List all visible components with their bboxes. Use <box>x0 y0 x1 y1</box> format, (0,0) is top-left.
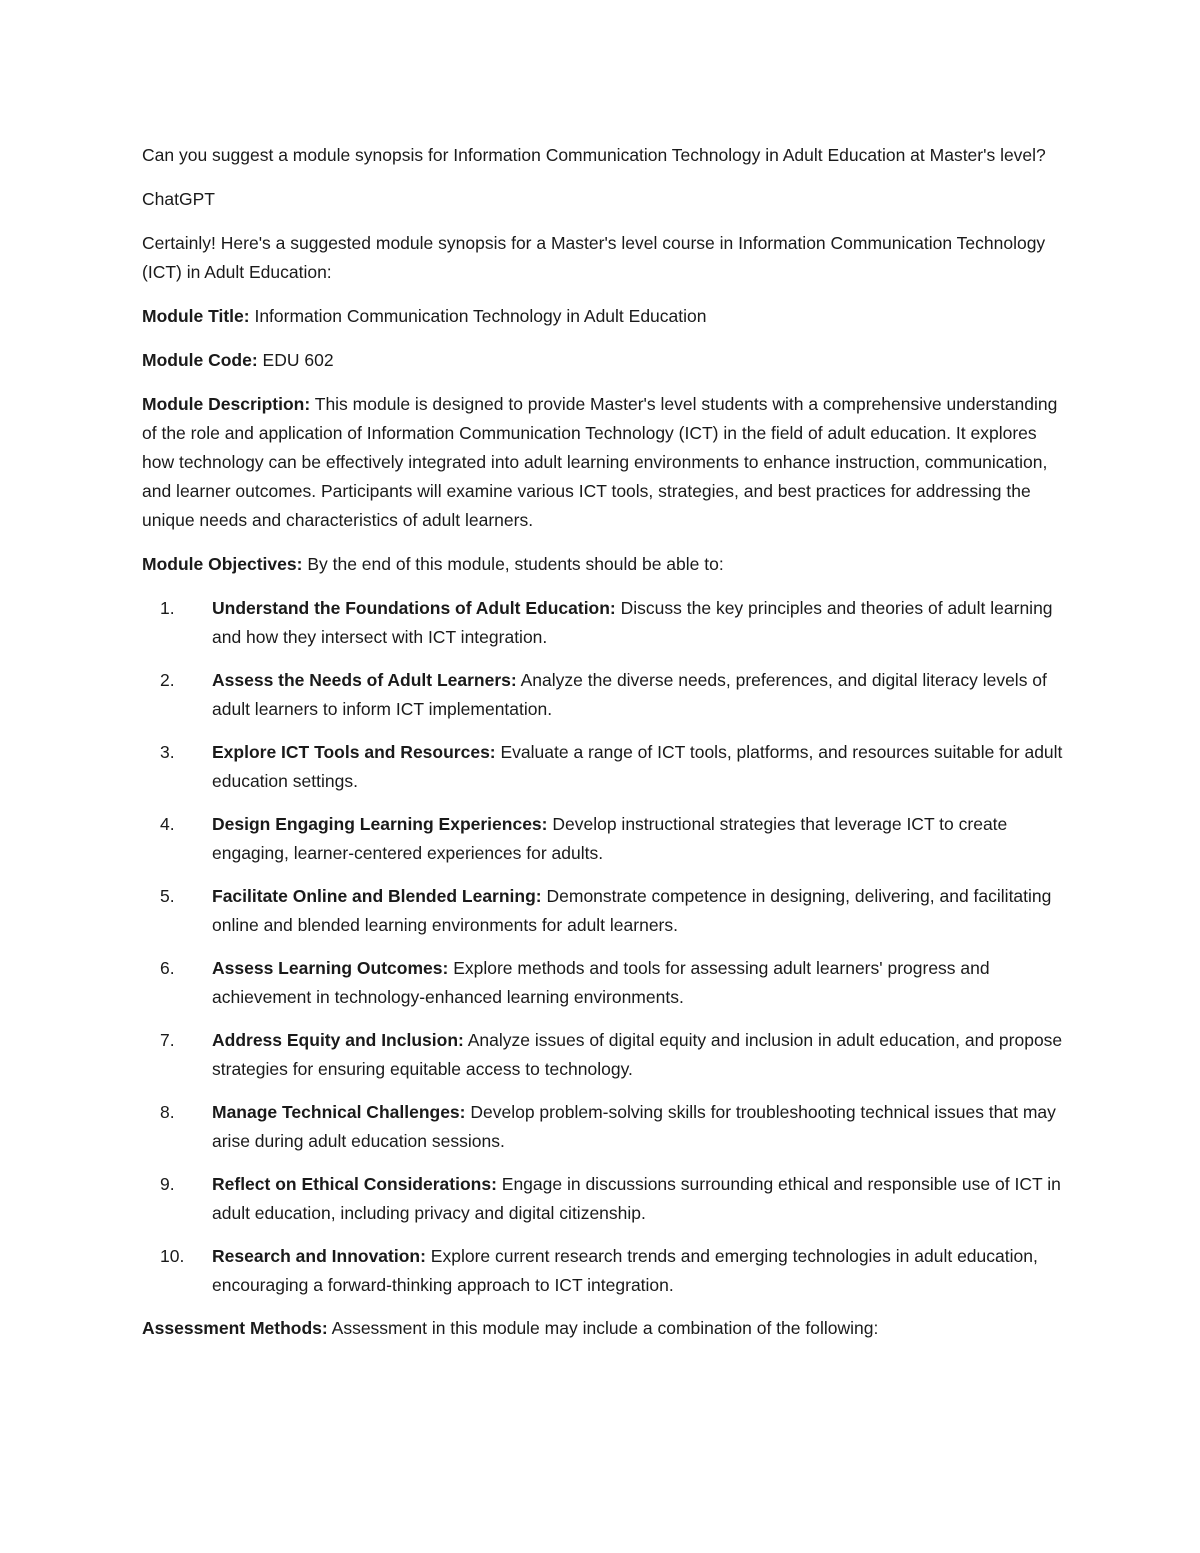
objective-title: Assess Learning Outcomes: <box>212 958 449 978</box>
objective-title: Manage Technical Challenges: <box>212 1102 466 1122</box>
module-code-line <box>142 346 1072 375</box>
objective-title: Address Equity and Inclusion: <box>212 1030 464 1050</box>
module-objectives-value: By the end of this module, students should be able to: <box>302 554 724 574</box>
list-number: 2. <box>160 670 175 690</box>
list-number: 1. <box>160 598 175 618</box>
objective-title: Facilitate Online and Blended Learning: <box>212 886 542 906</box>
list-number: 6. <box>160 958 175 978</box>
objective-text: Discuss the key principles and theories of adult learning and how they intersect with ICT integration. <box>212 598 1053 647</box>
list-item <box>142 1026 1072 1083</box>
module-code-label: Module Code: <box>142 350 258 370</box>
document-page <box>142 141 1072 1358</box>
objective-text: Analyze the diverse needs, preferences, and digital literacy levels of adult learners to inform ICT implementation. <box>212 670 1047 719</box>
objective-text: Engage in discussions surrounding ethical and responsible use of ICT in adult education, including privacy and digital citizenship. <box>212 1174 1061 1223</box>
module-description-paragraph <box>142 390 1072 535</box>
objective-title: Understand the Foundations of Adult Education: <box>212 598 616 618</box>
list-number: 9. <box>160 1174 175 1194</box>
assessment-methods-value: Assessment in this module may include a combination of the following: <box>327 1318 879 1338</box>
objective-title: Assess the Needs of Adult Learners: <box>212 670 517 690</box>
list-number: 3. <box>160 742 175 762</box>
objective-title: Reflect on Ethical Considerations: <box>212 1174 497 1194</box>
module-objectives-label: Module Objectives: <box>142 554 303 574</box>
objective-text: Develop problem-solving skills for troubleshooting technical issues that may arise during adult education sessions. <box>212 1102 1056 1151</box>
list-item <box>142 738 1072 795</box>
objectives-list <box>142 594 1072 1299</box>
module-title-label: Module Title: <box>142 306 250 326</box>
list-item <box>142 954 1072 1011</box>
list-number: 4. <box>160 814 175 834</box>
list-item <box>142 666 1072 723</box>
module-title-line <box>142 302 1072 331</box>
objective-title: Explore ICT Tools and Resources: <box>212 742 496 762</box>
list-item <box>142 594 1072 651</box>
assessment-methods-label: Assessment Methods: <box>142 1318 328 1338</box>
objective-text: Develop instructional strategies that leverage ICT to create engaging, learner-centered experiences for adults. <box>212 814 1008 863</box>
list-item <box>142 1242 1072 1299</box>
assessment-methods-line <box>142 1314 1072 1343</box>
module-title-value: Information Communication Technology in Adult Education <box>249 306 707 326</box>
speaker-label: ChatGPT <box>142 189 215 209</box>
objective-title: Design Engaging Learning Experiences: <box>212 814 548 834</box>
list-item <box>142 1098 1072 1155</box>
module-code-value: EDU 602 <box>257 350 334 370</box>
list-number: 7. <box>160 1030 175 1050</box>
objective-title: Research and Innovation: <box>212 1246 426 1266</box>
list-item <box>142 882 1072 939</box>
intro-paragraph: Certainly! Here's a suggested module synopsis for a Master's level course in Information Communication Technology (ICT) in Adult Education: <box>142 233 1046 282</box>
module-description-value: This module is designed to provide Master's level students with a comprehensive understanding of the role and application of Information Communication Technology (ICT) in the field of adult education. It explores how technology can be effectively integrated into adult learning environments to enhance instruction, communication, and learner outcomes. Participants will examine various ICT tools, strategies, and best practices for addressing the unique needs and characteristics of adult learners. <box>142 394 1058 530</box>
objective-text: Analyze issues of digital equity and inclusion in adult education, and propose strategies for ensuring equitable access to technology. <box>212 1030 1063 1079</box>
objective-text: Evaluate a range of ICT tools, platforms, and resources suitable for adult education settings. <box>212 742 1063 791</box>
list-number: 10. <box>160 1246 185 1266</box>
module-description-label: Module Description: <box>142 394 311 414</box>
list-item <box>142 810 1072 867</box>
user-question: Can you suggest a module synopsis for Information Communication Technology in Adult Education at Master's level? <box>142 145 1046 165</box>
objective-text: Explore methods and tools for assessing adult learners' progress and achievement in technology-enhanced learning environments. <box>212 958 990 1007</box>
list-item <box>142 1170 1072 1227</box>
objective-text: Explore current research trends and emerging technologies in adult education, encouraging a forward-thinking approach to ICT integration. <box>212 1246 1038 1295</box>
module-objectives-line <box>142 550 1072 579</box>
list-number: 5. <box>160 886 175 906</box>
list-number: 8. <box>160 1102 175 1122</box>
objective-text: Demonstrate competence in designing, delivering, and facilitating online and blended learning environments for adult learners. <box>212 886 1052 935</box>
